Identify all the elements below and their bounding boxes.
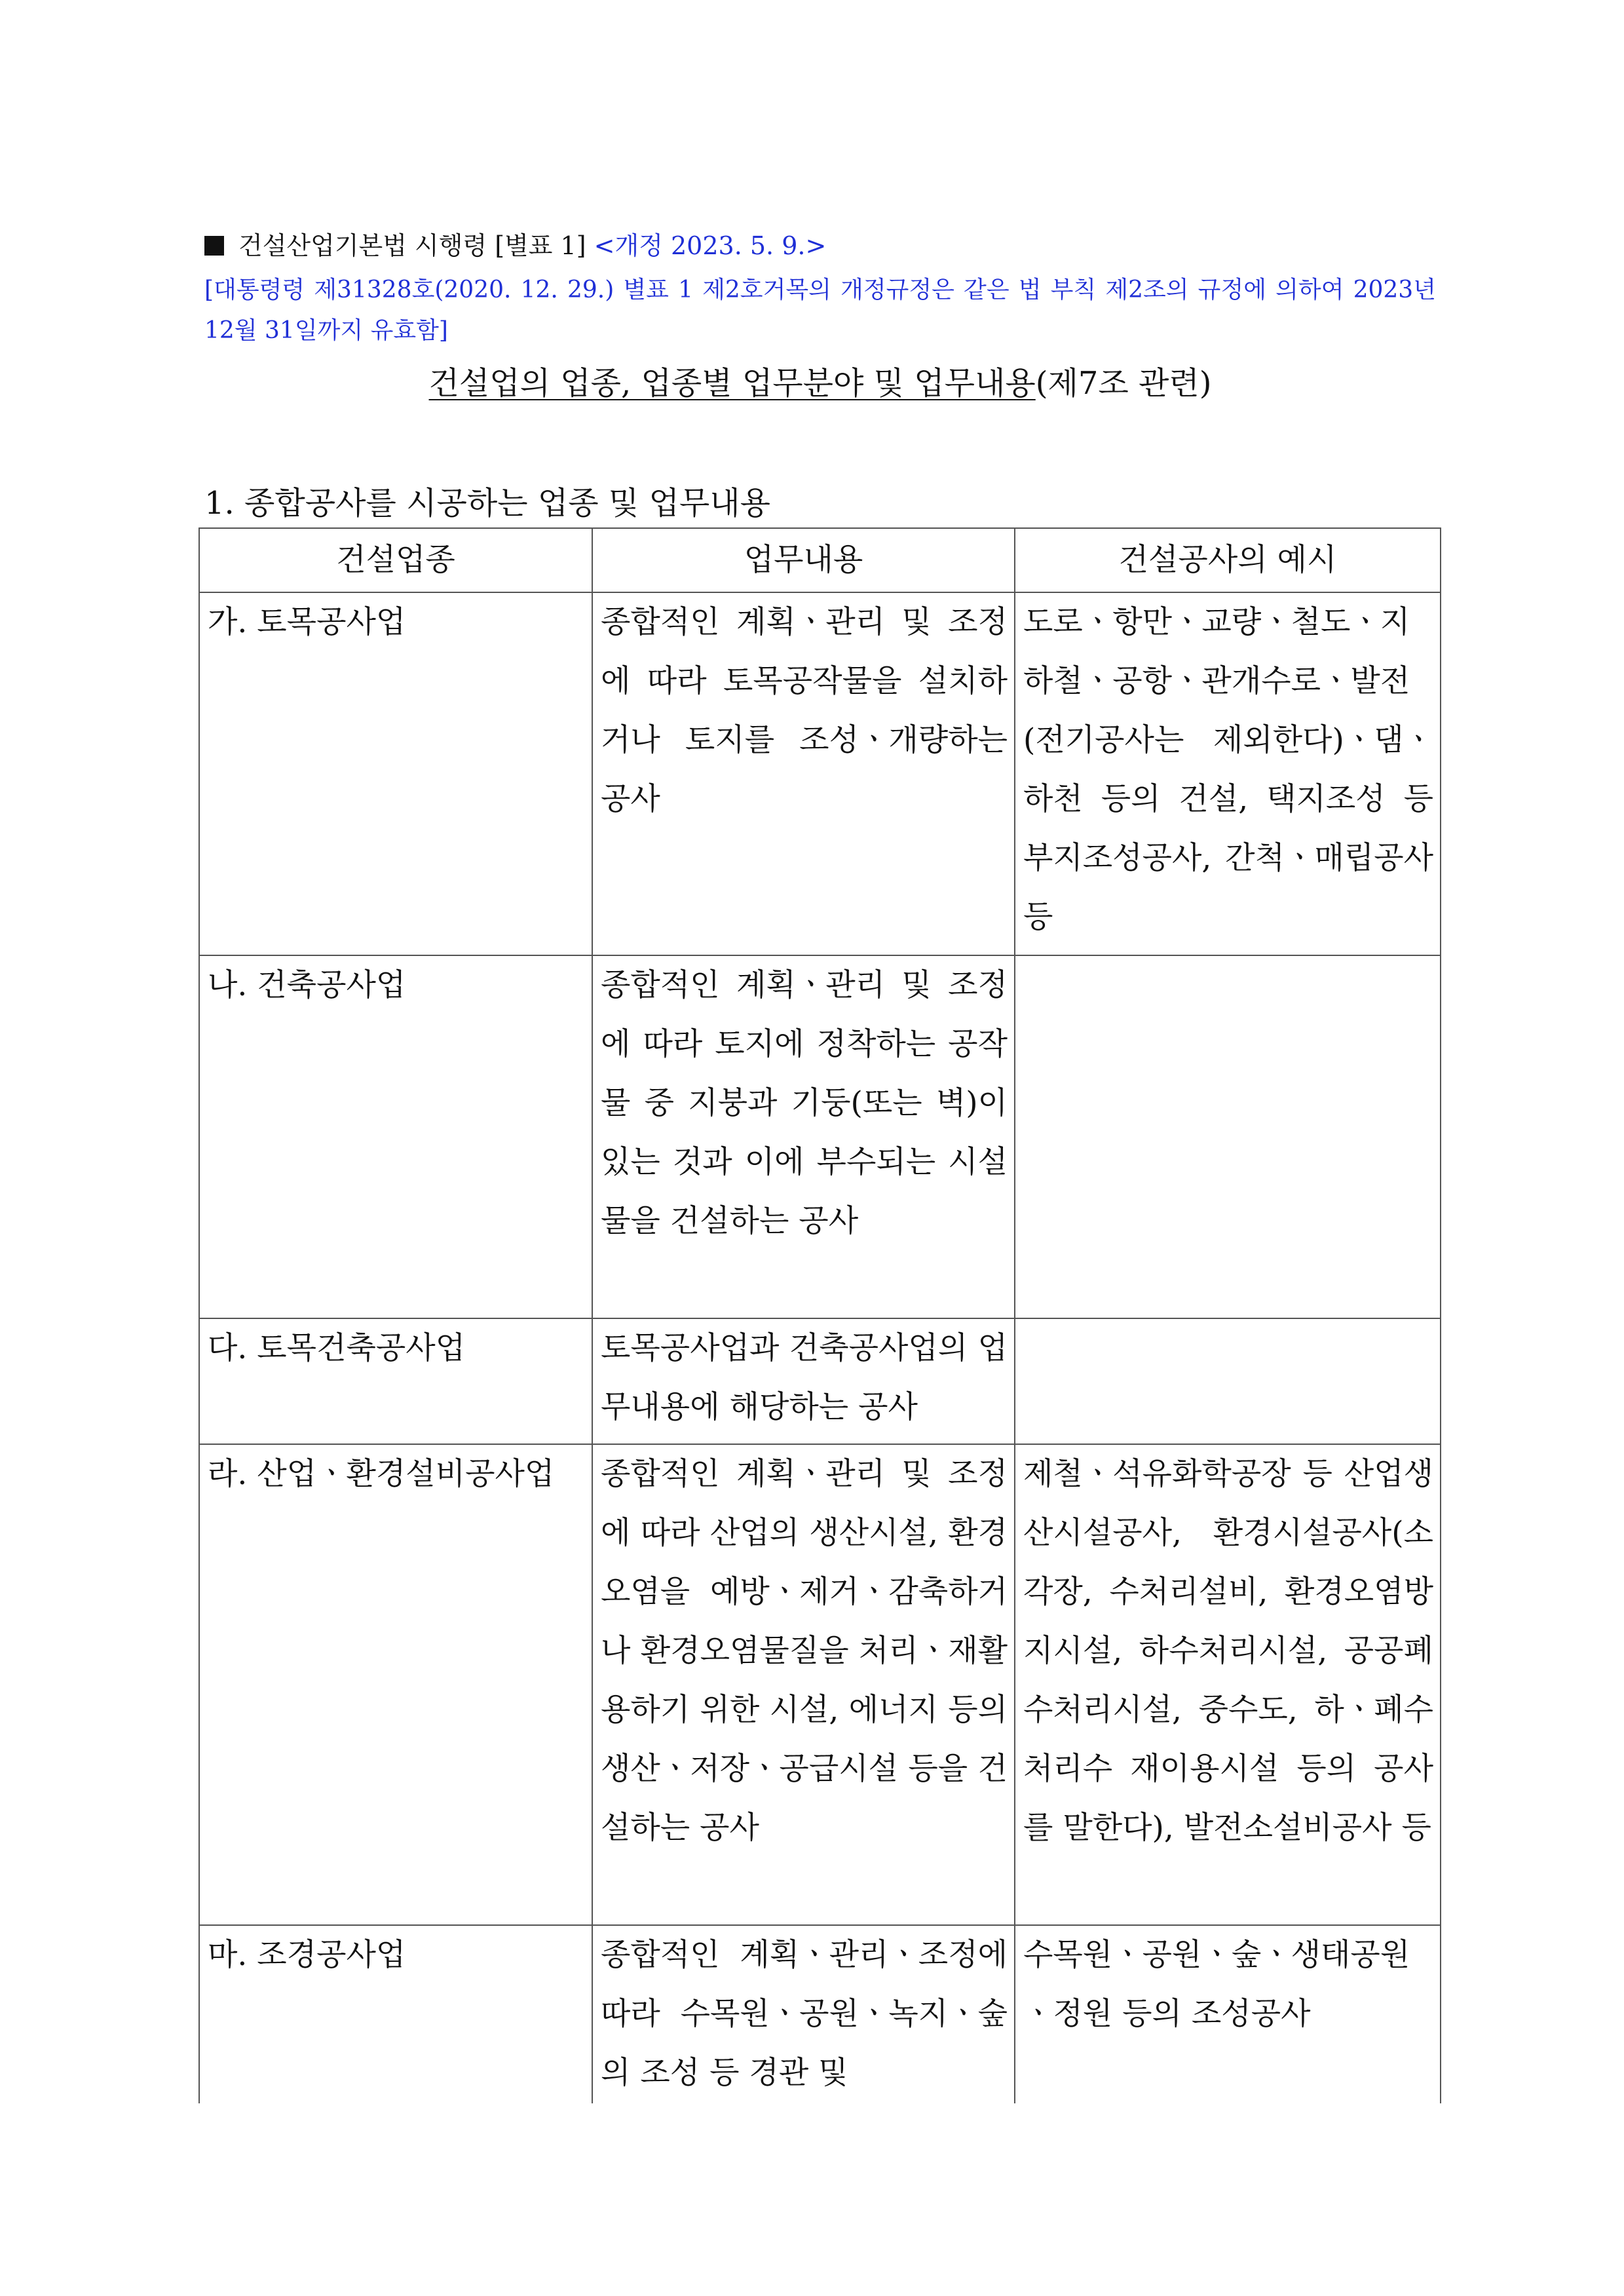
column-header-work: 업무내용: [592, 528, 1015, 592]
industry-cell: 마. 조경공사업: [199, 1925, 592, 2103]
examples-cell: [1015, 955, 1441, 1318]
industry-cell: 라. 산업ㆍ환경설비공사업: [199, 1444, 592, 1925]
amendment-date: <개정 2023. 5. 9.>: [594, 231, 827, 260]
table-row: [199, 592, 1441, 955]
law-reference: 건설산업기본법 시행령 [별표 1]: [238, 231, 586, 260]
work-cell: 종합적인 계획ㆍ관리ㆍ조정에 따라 수목원ㆍ공원ㆍ녹지ㆍ숲의 조성 등 경관 및: [592, 1925, 1015, 2103]
table-header-row: [199, 528, 1441, 592]
industry-cell: 가. 토목공사업: [199, 592, 592, 955]
square-bullet-icon: [204, 236, 224, 256]
column-header-examples: 건설공사의 예시: [1015, 528, 1441, 592]
examples-cell: [1015, 1318, 1441, 1444]
document-title-suffix: (제7조 관련): [1035, 365, 1212, 402]
table-row: [199, 1925, 1441, 2103]
document-title-main: 건설업의 업종, 업종별 업무분야 및 업무내용: [428, 365, 1036, 402]
work-cell: 종합적인 계획ㆍ관리 및 조정에 따라 토목공작물을 설치하거나 토지를 조성ㆍ개량하는 공사: [592, 592, 1015, 955]
examples-cell: 수목원ㆍ공원ㆍ숲ㆍ생태공원ㆍ정원 등의 조성공사: [1015, 1925, 1441, 2103]
law-header: [204, 226, 826, 265]
document-title: [204, 360, 1436, 406]
validity-notice: [대통령령 제31328호(2020. 12. 29.) 별표 1 제2호거목의 개정규정은 같은 법 부칙 제2조의 규정에 의하여 2023년 12월 31일까지 유효함]: [204, 277, 1436, 344]
table-row: [199, 1444, 1441, 1925]
table-row: [199, 955, 1441, 1318]
industry-cell: 나. 건축공사업: [199, 955, 592, 1318]
examples-cell: 도로ㆍ항만ㆍ교량ㆍ철도ㆍ지하철ㆍ공항ㆍ관개수로ㆍ발전(전기공사는 제외한다)ㆍ댐ㆍ하천 등의 건설, 택지조성 등 부지조성공사, 간척ㆍ매립공사 등: [1015, 592, 1441, 955]
industry-cell: 다. 토목건축공사업: [199, 1318, 592, 1444]
table-row: [199, 1318, 1441, 1444]
work-cell: 토목공사업과 건축공사업의 업무내용에 해당하는 공사: [592, 1318, 1015, 1444]
section-heading: 1. 종합공사를 시공하는 업종 및 업무내용: [204, 485, 770, 522]
column-header-industry: 건설업종: [199, 528, 592, 592]
work-cell: 종합적인 계획ㆍ관리 및 조정에 따라 토지에 정착하는 공작물 중 지붕과 기둥(또는 벽)이 있는 것과 이에 부수되는 시설물을 건설하는 공사: [592, 955, 1015, 1318]
industry-table: [198, 527, 1441, 2103]
work-cell: 종합적인 계획ㆍ관리 및 조정에 따라 산업의 생산시설, 환경오염을 예방ㆍ제거ㆍ감축하거나 환경오염물질을 처리ㆍ재활용하기 위한 시설, 에너지 등의 생산ㆍ저장ㆍ공급시설 등을 건설하는 공사: [592, 1444, 1015, 1925]
examples-cell: 제철ㆍ석유화학공장 등 산업생산시설공사, 환경시설공사(소각장, 수처리설비, 환경오염방지시설, 하수처리시설, 공공폐수처리시설, 중수도, 하ㆍ폐수처리수 재이용시설 등의 공사를 말한다), 발전소설비공사 등: [1015, 1444, 1441, 1925]
